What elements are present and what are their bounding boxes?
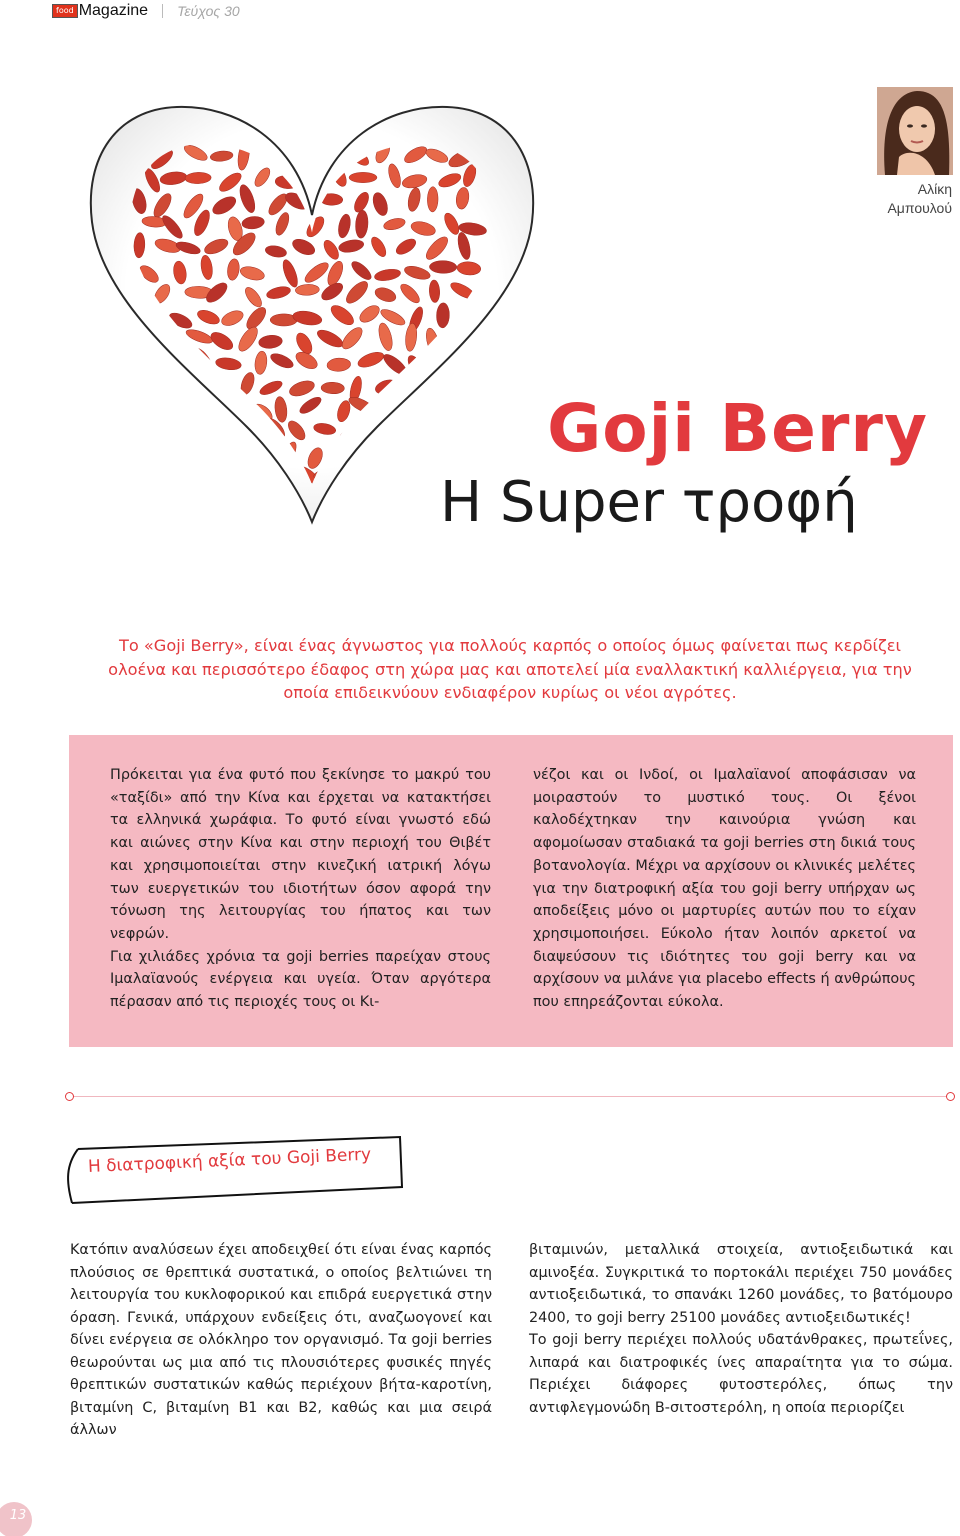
magazine-header <box>52 0 240 22</box>
goji-berry <box>168 393 192 417</box>
body-paragraph: Το goji berry περιέχει πολλούς υδατάνθρακες, πρωτεΐνες, λιπαρά και διατροφικές ίνες απαραίτητα για το σώμα. Περιέχει διάφορες φυτοστερόλες, όπως την αντιφλεγμονώδη Β-σιτοστερόλη, η οποία περιορίζει <box>529 1332 953 1416</box>
intro-paragraph: Πρόκειται για ένα φυτό που ξεκίνησε το μακρύ του «ταξίδι» από την Κίνα και έρχεται να κατακτήσει τα ελληνικά χωράφια. Το φυτό είναι γνωστό εδώ και αιώνες στην Κίνα και στην περιοχή του Θιβέτ και χρησιμοποιείται στην κινεζική ιατρική λόγω των ευεργετικών του ιδιοτήτων όσον αφορά την τόνωση της λειτουργίας του ήπατος και των νεφρών. <box>110 767 491 942</box>
goji-berry <box>256 467 285 487</box>
goji-berry <box>188 392 211 418</box>
header-separator <box>162 4 163 18</box>
intro-box <box>69 735 953 1047</box>
goji-berry <box>429 260 457 273</box>
goji-berry <box>390 442 408 470</box>
logo-food-box: food <box>52 4 78 18</box>
goji-berry <box>408 400 439 419</box>
section-heading: Η διατροφική αξία του Goji Berry <box>87 1144 372 1177</box>
goji-berry <box>158 422 181 446</box>
goji-berry <box>433 418 446 445</box>
intro-paragraph: Για χιλιάδες χρόνια τα goji berries παρείχαν στους Ιμαλαϊανούς ενέργεια και υγεία. Όταν αργότερα πέρασαν από τις περιοχές τους οι Κι- <box>110 948 491 1011</box>
goji-berry <box>176 469 203 492</box>
goji-berry <box>412 447 439 462</box>
goji-berry <box>355 465 369 495</box>
goji-berry <box>375 466 400 485</box>
goji-berry <box>400 414 425 445</box>
article-title: Goji Berry <box>547 390 928 467</box>
author-first-name: Αλίκη <box>917 181 952 197</box>
divider-dot-left <box>65 1092 74 1101</box>
goji-berry <box>134 354 164 379</box>
page-number: 13 <box>9 1508 27 1523</box>
goji-berry <box>292 142 313 168</box>
goji-berry <box>234 464 256 491</box>
goji-berry <box>125 331 153 345</box>
goji-berry <box>132 377 150 402</box>
body-paragraph: βιταμινών, μεταλλικά στοιχεία, αντιοξειδωτικά και αμινοξέα. Συγκριτικά το πορτοκάλι περιέχει 750 μονάδες αντιοξειδωτικά, το σπανάκι 1260 μονάδες, το βατόμουρο 2400, το goji berry 25100 μονάδες αντιοξειδωτικές! <box>529 1242 953 1326</box>
author-name <box>887 180 952 218</box>
goji-berry <box>447 419 472 437</box>
body-paragraph: Κατόπιν αναλύσεων έχει αποδειχθεί ότι είναι ένας καρπός πλούσιος σε θρεπτικά συστατικά, ο οποίος βελτιώνει τη λειτουργία του κυκλοφορικού και επιδρά ευεργετικά στην όραση. Γενικά, υπάρχουν ενδείξεις ότι, αναζωογονεί και δίνει ενέργεια σε ολόκληρο τον οργανισμό. Τα goji berries θεωρούνται ως μια από τις πλουσιότερες φυσικές πηγές θρεπτικών συστατικών καθώς περιέχουν βήτα-καροτίνη, βιταμίνη C, βιταμίνη B1 και B2, καθώς και μια σειρά άλλων <box>70 1242 492 1438</box>
goji-berry <box>431 445 456 467</box>
goji-berry <box>462 441 479 465</box>
goji-berry <box>126 419 156 439</box>
intro-column-right <box>533 764 916 1014</box>
logo-text: Magazine <box>78 2 149 19</box>
author-photo <box>877 87 953 175</box>
goji-berry <box>220 437 240 465</box>
goji-berry <box>458 348 486 372</box>
goji-berry <box>159 446 187 459</box>
issue-number: Τεύχος 30 <box>177 3 240 19</box>
goji-berry <box>151 465 176 492</box>
author-last-name: Αμπουλού <box>887 200 952 216</box>
intro-paragraph: νέζοι και οι Ινδοί, οι Ιμαλαϊανοί αποφάσισαν να μοιραστούν το μυστικό τους. Οι ξένοι καλοδέχτηκαν την καινούρια γνώση και αφομοίωσαν σταδιακά τα goji berries στη δικιά τους βοτανολογία. Μέχρι να αρχίσουν οι κλινικές μελέτες για την διατροφική αξία του goji berry υπήρχαν ως αποδείξεις μόνο οι μαρτυρίες αυτών που το είχαν χρησιμοποιήσει. Εύκολο ήταν λοιπόν αρκετοί να διαψεύσουν τις ιδιότητες του goji berry και να αρχίσουν να μιλάνε για placebo effects ή ανθρώπους που επηρεάζονται εύκολα. <box>533 767 916 1011</box>
goji-berry <box>191 414 206 444</box>
lead-paragraph: Το «Goji Berry», είναι ένας άγνωστος για πολλούς καρπός ο οποίος όμως φαίνεται πως κερδίζει ολοένα και περισσότερο έδαφος στη χώρα μας και αποτελεί μία εναλλακτική καλλιέργεια, για την οποία επιδεικνύουν ενδιαφέρον κυρίως οι νέοι αγρότες. <box>108 636 912 702</box>
goji-berry <box>139 438 152 466</box>
body-column-left <box>70 1239 492 1442</box>
article-subtitle: Η Super τροφή <box>440 470 858 535</box>
goji-berry <box>441 396 465 420</box>
goji-berry <box>349 172 377 182</box>
magazine-logo <box>52 2 148 20</box>
goji-berry <box>403 470 428 492</box>
body-column-right <box>529 1239 953 1419</box>
goji-berry <box>138 394 156 425</box>
goji-berry <box>207 422 233 447</box>
goji-berry <box>200 460 230 487</box>
goji-berry <box>149 378 174 396</box>
goji-berry <box>427 187 438 212</box>
goji-berry <box>190 445 218 461</box>
goji-berry <box>455 373 485 397</box>
goji-berry <box>121 470 148 491</box>
section-divider <box>70 1096 951 1097</box>
goji-berry <box>458 393 482 420</box>
divider-dot-right <box>946 1092 955 1101</box>
intro-column-left <box>110 764 491 1014</box>
